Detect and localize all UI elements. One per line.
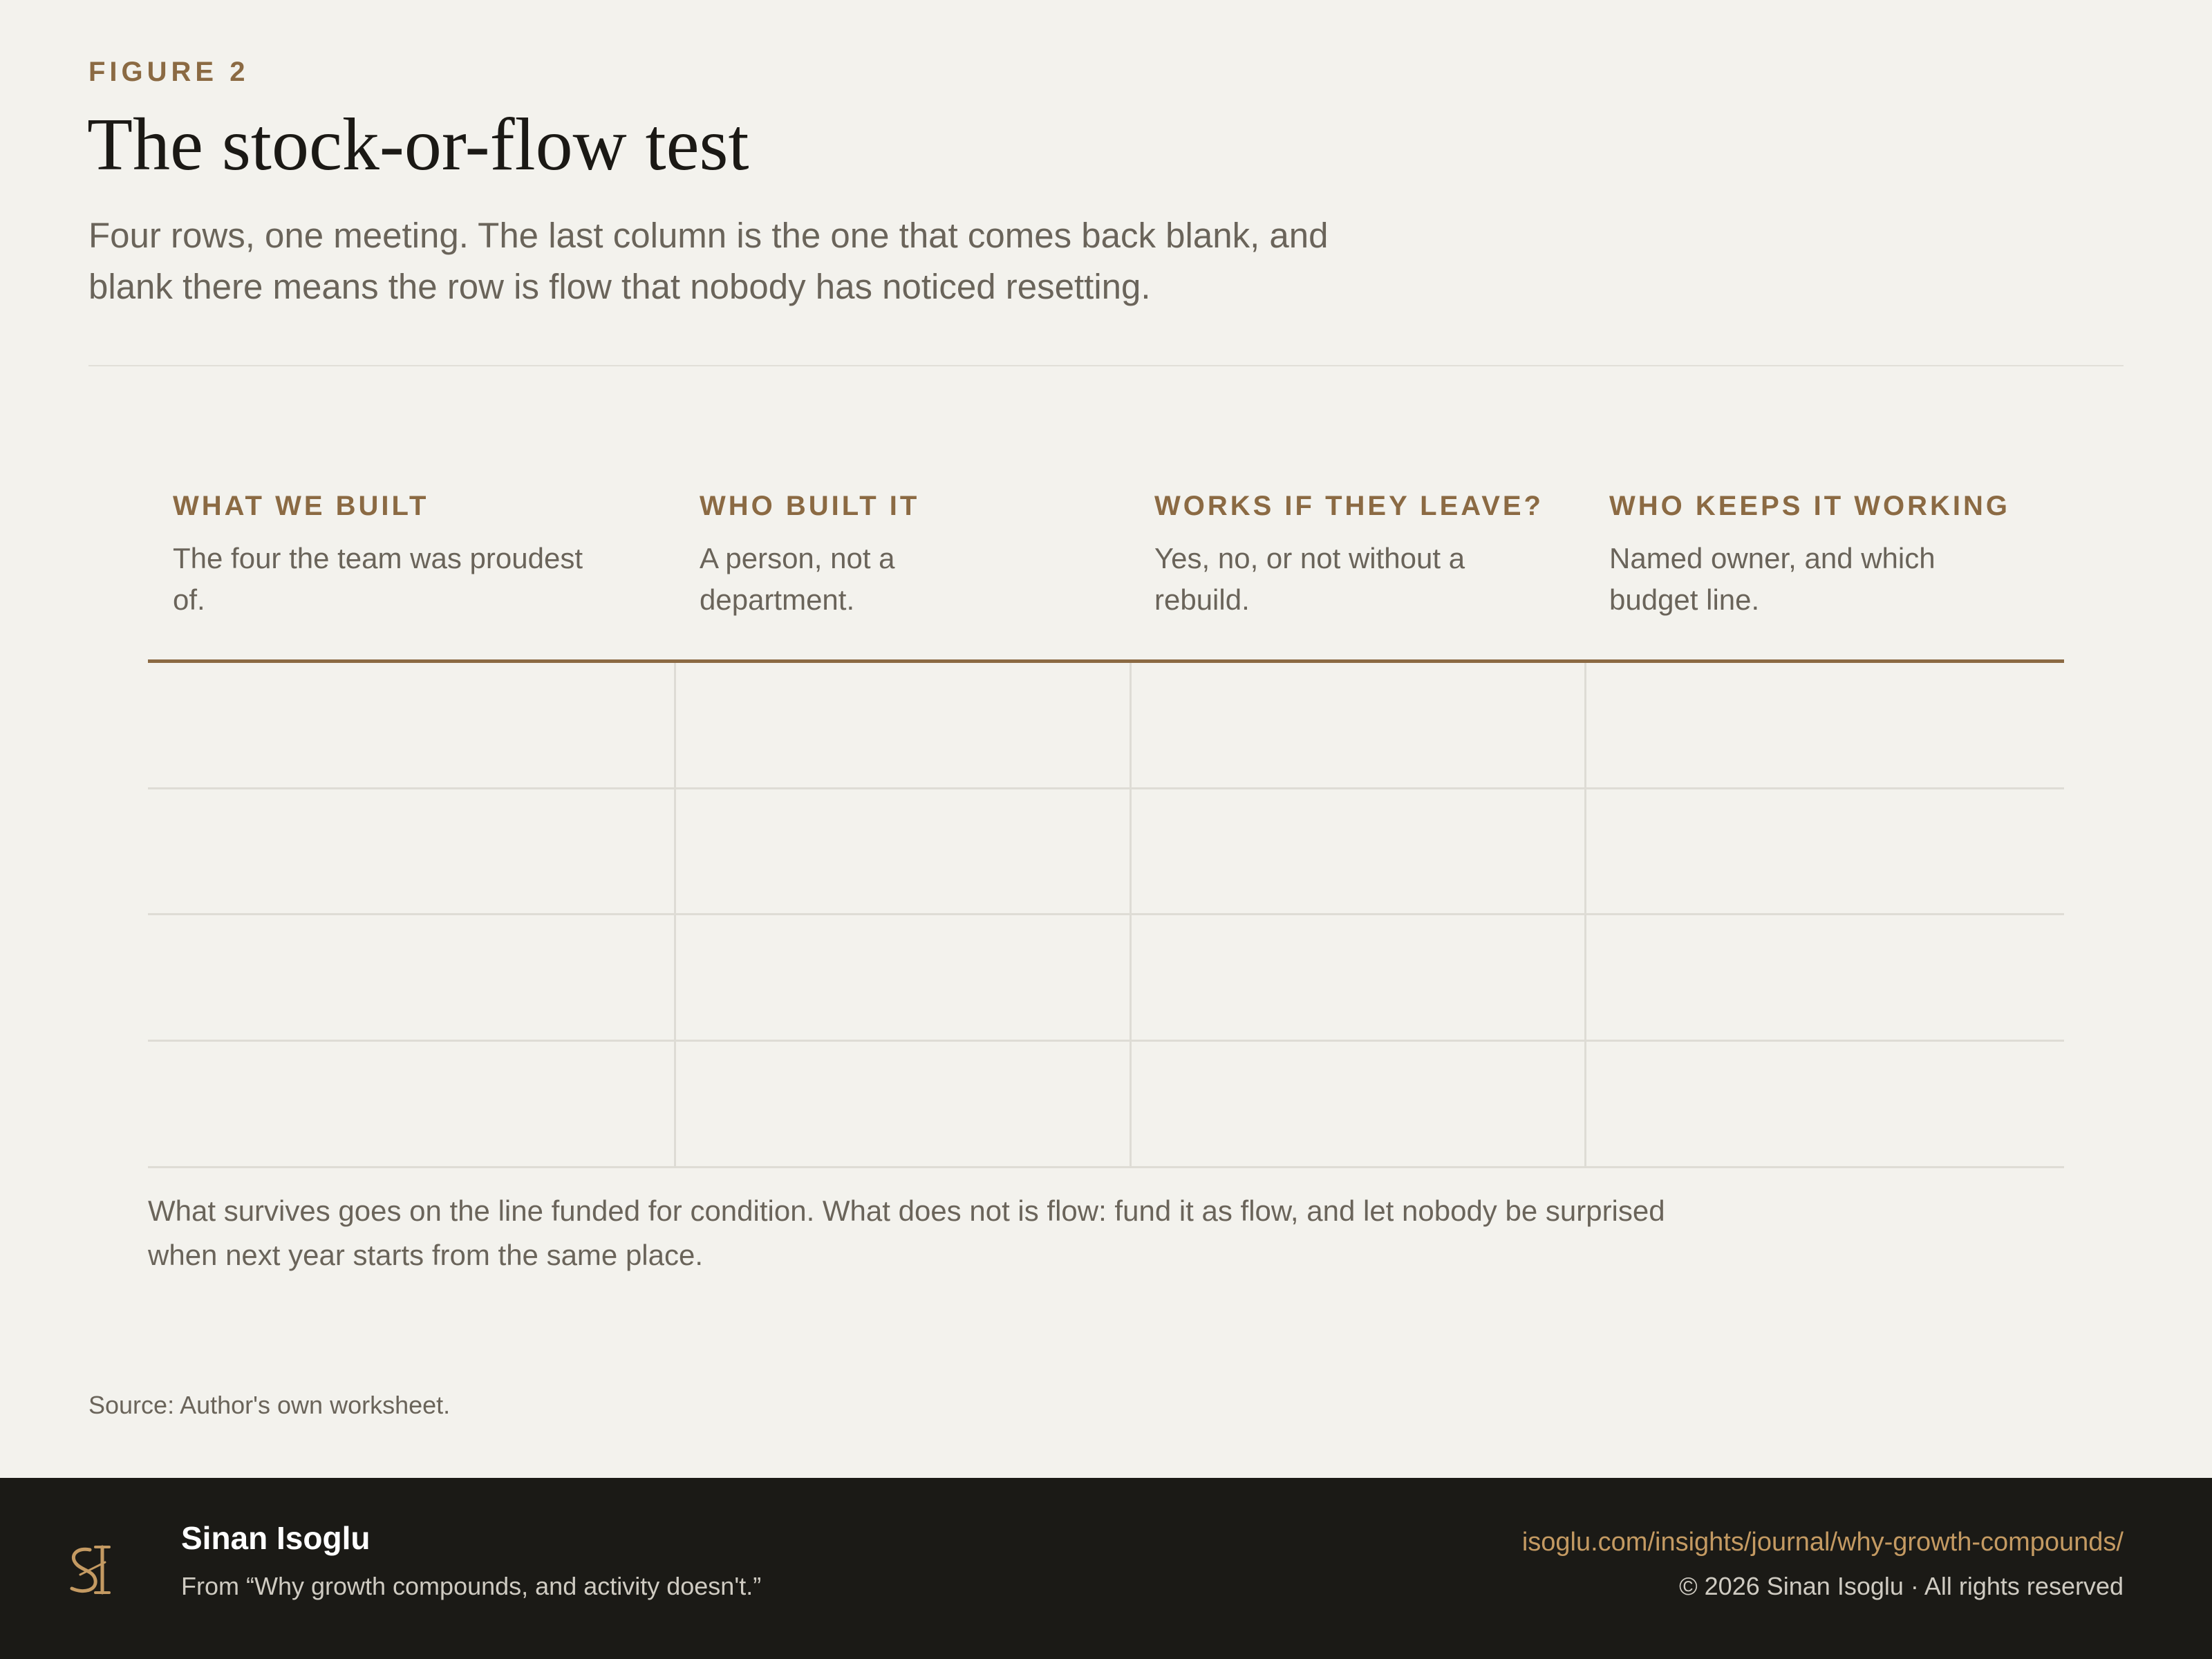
footer (0, 1478, 2212, 1659)
source-article: From “Why growth compounds, and activity doesn't.” (181, 1572, 762, 1600)
si-monogram-logo-icon (64, 1535, 119, 1604)
column-heading: WHO BUILT IT (700, 491, 920, 521)
column-divider (674, 663, 676, 1168)
worksheet-header (148, 484, 2064, 661)
column-heading: WHAT WE BUILT (173, 491, 429, 521)
column-heading: WORKS IF THEY LEAVE? (1154, 491, 1544, 521)
column-what-we-built (173, 484, 615, 621)
row-divider (148, 1166, 2064, 1168)
row-divider (148, 913, 2064, 915)
worksheet-table (148, 484, 2064, 661)
column-description: Yes, no, or not without a rebuild. (1154, 542, 1465, 616)
source-credit: Source: Author's own worksheet. (88, 1391, 451, 1419)
worksheet-note: What survives goes on the line funded for condition. What does not is flow: fund it as flow, and let nobody be surprised when next year starts from the same place. (148, 1194, 1665, 1271)
row-divider (148, 787, 2064, 789)
divider (88, 365, 2124, 366)
article-link[interactable]: isoglu.com/insights/journal/why-growth-compounds/ (1521, 1528, 2124, 1557)
column-description: The four the team was proudest of. (173, 542, 583, 616)
figure-lede: Four rows, one meeting. The last column is the one that comes back blank, and blank there means the row is flow that nobody has noticed resetting. (88, 216, 1329, 306)
row-divider (148, 1040, 2064, 1042)
worksheet-grid (148, 663, 2064, 1168)
column-divider (1130, 663, 1132, 1168)
figure-label: FIGURE 2 (88, 57, 250, 87)
copyright: © 2026 Sinan Isoglu · All rights reserved (1679, 1572, 2124, 1600)
column-divider (1584, 663, 1586, 1168)
column-works-if-they-leave (1154, 484, 1544, 621)
column-heading: WHO KEEPS IT WORKING (1609, 491, 2010, 521)
figure-title: The stock-or-flow test (87, 104, 749, 186)
column-description: Named owner, and which budget line. (1609, 542, 1936, 616)
column-description: A person, not a department. (700, 542, 895, 616)
column-who-built-it (700, 484, 976, 621)
column-who-keeps-it-working (1609, 484, 2010, 621)
author-name: Sinan Isoglu (181, 1520, 371, 1556)
